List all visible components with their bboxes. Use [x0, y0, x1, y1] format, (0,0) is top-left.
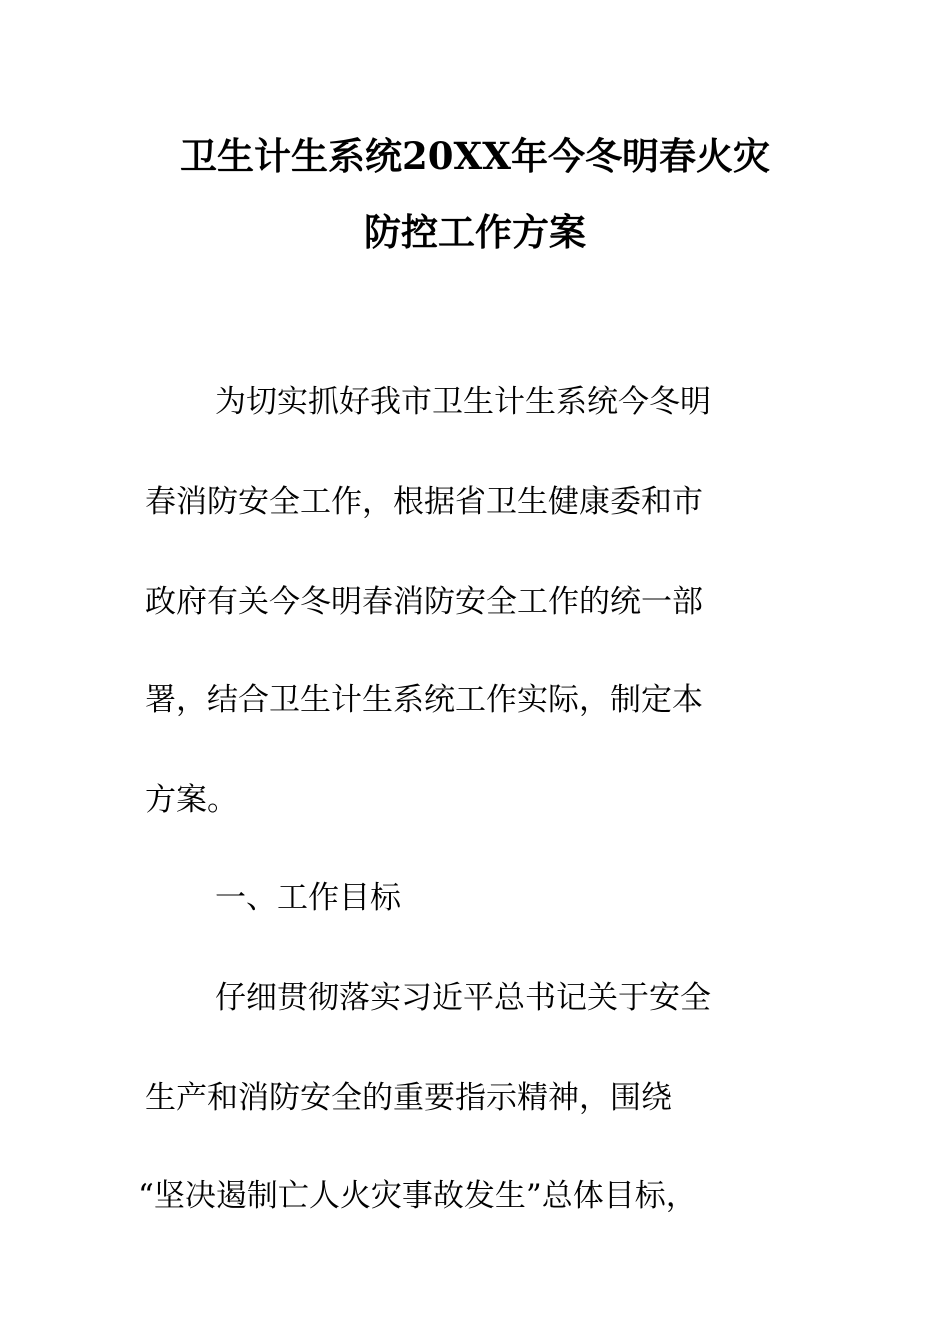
section-heading: 一、工作目标 — [215, 880, 401, 916]
paragraph-line: 生产和消防安全的重要指示精神，围绕 — [145, 1080, 672, 1116]
document-title-line-1: 卫生计生系统20XX年今冬明春火灾 — [180, 134, 770, 178]
paragraph-line: 政府有关今冬明春消防安全工作的统一部 — [145, 584, 703, 620]
paragraph-line: 为切实抓好我市卫生计生系统今冬明 — [215, 384, 711, 420]
paragraph-line: 春消防安全工作，根据省卫生健康委和市 — [145, 484, 703, 520]
paragraph-line: 方案。 — [145, 782, 238, 818]
document-title-line-2: 防控工作方案 — [364, 210, 586, 254]
paragraph-line: 仔细贯彻落实习近平总书记关于安全 — [215, 980, 711, 1016]
paragraph-line: 署，结合卫生计生系统工作实际，制定本 — [145, 682, 703, 718]
paragraph-line: “坚决遏制亡人火灾事故发生”总体目标， — [138, 1178, 697, 1214]
